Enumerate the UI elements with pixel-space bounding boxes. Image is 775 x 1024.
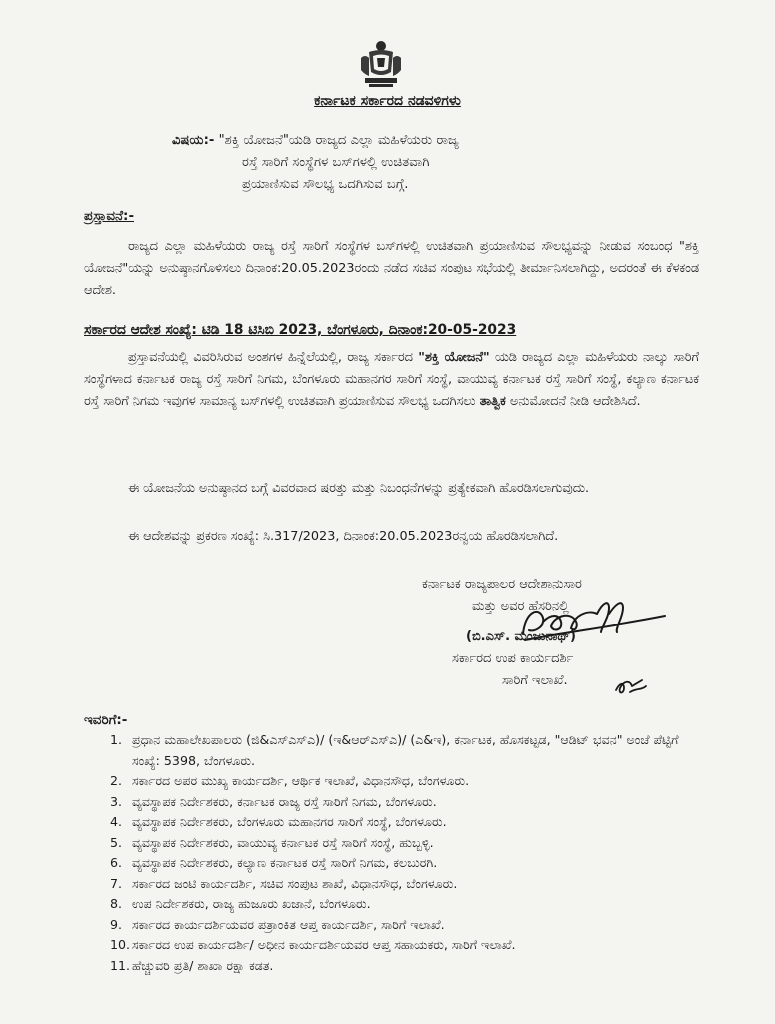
list-item (110, 874, 705, 895)
list-item (110, 894, 705, 915)
item-number: 2. (110, 773, 123, 788)
item-text: ವ್ಯವಸ್ಥಾಪಕ ನಿರ್ದೇಶಕರು, ಕಲ್ಯಾಣ ಕರ್ನಾಟಕ ರಸ್ತೆ ಸಾರಿಗೆ ನಿಗಮ, ಕಲಬುರಗಿ. (132, 855, 438, 870)
item-number: 10. (110, 937, 131, 952)
list-item (110, 812, 705, 833)
item-text: ವ್ಯವಸ್ಥಾಪಕ ನಿರ್ದೇಶಕರು, ಕರ್ನಾಟಕ ರಾಜ್ಯ ರಸ್ತೆ ಸಾರಿಗೆ ನಿಗಮ, ಬೆಂಗಳೂರು. (132, 793, 437, 809)
signature-line-2: ಮತ್ತು ಅವರ ಹೆಸರಿನಲ್ಲಿ (472, 599, 569, 614)
item-number: 9. (110, 916, 123, 932)
case-reference-paragraph: ಈ ಆದೇಶವನ್ನು ಪ್ರಕರಣ ಸಂಖ್ಯೆ: ಸಿ.317/2023, ದಿನಾಂಕ:20.05.2023ರನ್ವಯ ಹೊರಡಿಸಲಾಗಿದೆ. (128, 529, 559, 544)
scheme-name-bold: "ಶಕ್ತಿ ಯೋಜನೆ" (418, 350, 490, 365)
subject-label: ವಿಷಯ:- (172, 133, 215, 148)
list-item (110, 833, 705, 854)
item-number: 1. (110, 732, 123, 747)
item-text: ಉಪ ನಿರ್ದೇಶಕರು, ರಾಜ್ಯ ಹುಜೂರು ಖಜಾನೆ, ಬೆಂಗಳೂರು. (132, 896, 371, 911)
item-text: ವ್ಯವಸ್ಥಾಪಕ ನಿರ್ದೇಶಕರು, ವಾಯುವ್ಯ ಕರ್ನಾಟಕ ರಸ್ತೆ ಸಾರಿಗೆ ಸಂಸ್ಥೆ, ಹುಬ್ಬಳ್ಳಿ. (132, 834, 434, 850)
item-number: 5. (110, 834, 123, 850)
principle-bold: ತಾತ್ವಿಕ (479, 394, 506, 409)
copy-to-heading: ಇವರಿಗೆ:- (84, 712, 128, 728)
conditions-paragraph: ಈ ಯೋಜನೆಯ ಅನುಷ್ಠಾನದ ಬಗ್ಗೆ ವಿವರವಾದ ಷರತ್ತು ಮತ್ತು ನಿಬಂಧನೆಗಳನ್ನು ಪ್ರತ್ಯೇಕವಾಗಿ ಹೊರಡಿಸಲಾಗುವುದು. (128, 481, 590, 496)
list-item (110, 956, 705, 977)
order-paragraph (84, 347, 699, 413)
karnataka-emblem-icon (355, 38, 407, 90)
item-text: ವ್ಯವಸ್ಥಾಪಕ ನಿರ್ದೇಶಕರು, ಬೆಂಗಳೂರು ಮಹಾನಗರ ಸಾರಿಗೆ ಸಂಸ್ಥೆ, ಬೆಂಗಳೂರು. (132, 814, 447, 829)
item-text: ಸರ್ಕಾರದ ಕಾರ್ಯದರ್ಶಿಯವರ ಪತ್ರಾಂಕಿತ ಆಪ್ತ ಕಾರ್ಯದರ್ಶಿ, ಸಾರಿಗೆ ಇಲಾಖೆ. (132, 916, 445, 932)
order-text-part-2: ಯಡಿ ರಾಜ್ಯದ ಎಲ್ಲಾ ಮಹಿಳೆಯರು ನಾಲ್ಕು ಸಾರಿಗೆ ಸಂಸ್ಥೆಗಳಾದ ಕರ್ನಾಟಕ ರಾಜ್ಯ ರಸ್ತೆ ಸಾರಿಗೆ ನಿಗಮ, ಬೆಂಗಳೂರು ಮಹಾನಗರ ಸಾರಿಗೆ ಸಂಸ್ಥೆ, ವಾಯುವ್ಯ ಕರ್ನಾಟಕ ರಸ್ತೆ ಸಾರಿಗೆ ಸಂಸ್ಥೆ, ಕಲ್ಯಾಣ ಕರ್ನಾಟಕ ರಸ್ತೆ ಸಾರಿಗೆ ನಿಗಮ ಇವುಗಳ ಸಾಮಾನ್ಯ ಬಸ್‌ಗಳಲ್ಲಿ ಉಚಿತವಾಗಿ ಪ್ರಯಾಣಿಸುವ ಸೌಲಭ್ಯ ಒದಗಿಸಲು (84, 350, 699, 409)
item-text: ಸರ್ಕಾರದ ಉಪ ಕಾರ್ಯದರ್ಶಿ/ ಅಧೀನ ಕಾರ್ಯದರ್ಶಿಯವರ ಆಪ್ತ ಸಹಾಯಕರು, ಸಾರಿಗೆ ಇಲಾಖೆ. (132, 937, 516, 952)
item-number: 7. (110, 875, 123, 891)
subject-line-2: ರಸ್ತೆ ಸಾರಿಗೆ ಸಂಸ್ಥೆಗಳ ಬಸ್‌ಗಳಲ್ಲಿ ಉಚಿತವಾಗಿ (242, 155, 430, 170)
list-item (110, 792, 705, 813)
signatory-name: (ಬಿ.ಎಸ್. ಮಂಜುನಾಥ್) (466, 629, 576, 644)
item-text: ಹೆಚ್ಚುವರಿ ಪ್ರತಿ/ ಶಾಖಾ ರಕ್ಷಾ ಕಡತ. (132, 957, 274, 973)
list-item (110, 730, 705, 771)
signatory-designation: ಸರ್ಕಾರದ ಉಪ ಕಾರ್ಯದರ್ಶಿ (452, 651, 574, 666)
item-number: 3. (110, 793, 123, 809)
item-text: ಪ್ರಧಾನ ಮಹಾಲೇಖಪಾಲರು (ಜಿ&ಎಸ್‌ಎಸ್‌ಎ)/ (ಇ&ಆರ್‌ಎಸ್‌ಎ)/ (ಎ&ಇ), ಕರ್ನಾಟಕ, ಹೊಸಕಟ್ಟಡ, "ಆಡಿಟ್ ಭವನ" ಅಂಚೆ ಪೆಟ್ಟಿಗೆ ಸಂಖ್ಯೆ: 5398, ಬೆಂಗಳೂರು. (132, 732, 679, 768)
subject-line-1: "ಶಕ್ತಿ ಯೋಜನೆ"ಯಡಿ ರಾಜ್ಯದ ಎಲ್ಲಾ ಮಹಿಳೆಯರು ರಾಜ್ಯ (218, 133, 459, 148)
subject-line-3: ಪ್ರಯಾಣಿಸುವ ಸೌಲಭ್ಯ ಒದಗಿಸುವ ಬಗ್ಗೆ. (242, 177, 409, 192)
item-text: ಸರ್ಕಾರದ ಅಪರ ಮುಖ್ಯ ಕಾರ್ಯದರ್ಶಿ, ಆರ್ಥಿಕ ಇಲಾಖೆ, ವಿಧಾನಸೌಧ, ಬೆಂಗಳೂರು. (132, 773, 470, 788)
list-item (110, 853, 705, 874)
item-number: 11. (110, 957, 131, 973)
list-item (110, 915, 705, 936)
subject-block (172, 130, 602, 196)
order-text-part-3: ಅನುಮೋದನೆ ನೀಡಿ ಆದೇಶಿಸಿದೆ. (505, 394, 641, 409)
order-number-heading: ಸರ್ಕಾರದ ಆದೇಶ ಸಂಖ್ಯೆ: ಟಿಡಿ 18 ಟಿಸಿಬಿ 2023, ಬೆಂಗಳೂರು, ದಿನಾಂಕ:20-05-2023 (84, 322, 517, 338)
item-text: ಸರ್ಕಾರದ ಜಂಟಿ ಕಾರ್ಯದರ್ಶಿ, ಸಚಿವ ಸಂಪುಟ ಶಾಖೆ, ವಿಧಾನಸೌಧ, ಬೆಂಗಳೂರು. (132, 875, 458, 891)
copy-to-list (110, 730, 705, 976)
preamble-text: ರಾಜ್ಯದ ಎಲ್ಲಾ ಮಹಿಳೆಯರು ರಾಜ್ಯ ರಸ್ತೆ ಸಾರಿಗೆ ಸಂಸ್ಥೆಗಳ ಬಸ್‌ಗಳಲ್ಲಿ ಉಚಿತವಾಗಿ ಪ್ರಯಾಣಿಸುವ ಸೌಲಭ್ಯವನ್ನು ನೀಡುವ ಸಂಬಂಧ "ಶಕ್ತಿ ಯೋಜನೆ"ಯನ್ನು ಅನುಷ್ಠಾನಗೊಳಿಸಲು ದಿನಾಂಕ:20.05.2023ರಂದು ನಡೆದ ಸಚಿವ ಸಂಪುಟ ಸಭೆಯಲ್ಲಿ ತೀರ್ಮಾನಿಸಲಾಗಿದ್ದು, ಅದರಂತೆ ಈ ಕೆಳಕಂಡ ಆದೇಶ. (84, 239, 699, 298)
list-item (110, 771, 705, 792)
initials-mark-icon (612, 676, 648, 698)
item-number: 4. (110, 814, 123, 829)
signature-line-1: ಕರ್ನಾಟಕ ರಾಜ್ಯಪಾಲರ ಆದೇಶಾನುಸಾರ (422, 577, 582, 592)
item-number: 6. (110, 855, 123, 870)
handwritten-signature-icon (505, 592, 675, 652)
order-text-part-1: ಪ್ರಸ್ತಾವನೆಯಲ್ಲಿ ವಿವರಿಸಿರುವ ಅಂಶಗಳ ಹಿನ್ನೆಲೆಯಲ್ಲಿ, ರಾಜ್ಯ ಸರ್ಕಾರದ (128, 350, 419, 365)
signatory-department: ಸಾರಿಗೆ ಇಲಾಖೆ. (502, 673, 568, 688)
document-title: ಕರ್ನಾಟಕ ಸರ್ಕಾರದ ನಡವಳಿಗಳು (314, 93, 461, 109)
item-number: 8. (110, 896, 123, 911)
list-item (110, 935, 705, 956)
preamble-heading: ಪ್ರಸ್ತಾವನೆ:- (84, 208, 135, 224)
